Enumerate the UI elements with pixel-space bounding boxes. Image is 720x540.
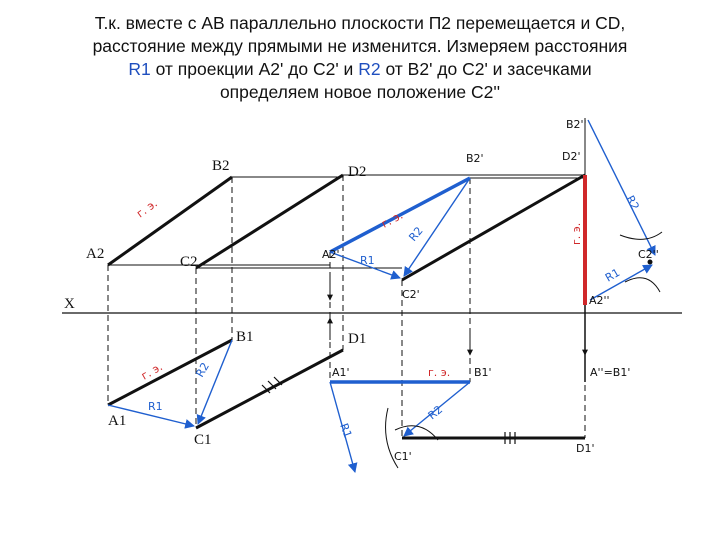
label-c2p: C2': [402, 288, 420, 301]
label-a2pp: A2'': [589, 294, 610, 307]
caption-line-1: Т.к. вместе с АВ параллельно плоскости П2 перемещается и CD,: [94, 13, 626, 33]
caption-line-3a: от проекции А2' до С2' и: [155, 59, 359, 79]
line-a2-b2: [108, 177, 232, 265]
label-c1: C1: [194, 432, 212, 448]
label-b2p: B2': [466, 152, 484, 165]
label-d2: D2: [348, 164, 367, 180]
label-d1p: D1': [576, 442, 595, 455]
label-a1: A1: [108, 413, 127, 429]
caption-r1: R1: [128, 59, 151, 79]
label-a2pp-b1: A''=B1': [590, 366, 631, 379]
label-r1-top: R1: [148, 400, 163, 413]
label-ge-front2: г. э.: [379, 208, 406, 231]
line-c2-d2: [196, 175, 343, 268]
line-c1-d1: [196, 350, 343, 428]
caption-line-4: определяем новое положение С2'': [219, 82, 501, 102]
label-a1p: A1': [332, 366, 350, 379]
label-ge-top: г. э.: [139, 360, 165, 383]
caption-line-2: расстояние между прямыми не изменится. Измеряем расстояния: [92, 36, 628, 56]
label-a2: A2: [86, 246, 105, 262]
caption-r2: R2: [358, 59, 381, 79]
label-ge-front: г. э.: [134, 196, 160, 221]
arc-lower: [625, 278, 660, 292]
label-b1: B1: [236, 329, 254, 345]
label-c2pp: C2'': [638, 248, 659, 261]
label-r1-lower: R1: [337, 421, 355, 440]
label-r1-front: R1: [360, 254, 375, 267]
label-ge-newtop: г. э.: [428, 366, 451, 379]
arc-upper: [620, 232, 662, 239]
caption-line-3b: от В2' до С2' и засечками: [380, 59, 592, 79]
label-d2p: D2': [562, 150, 581, 163]
label-c2: C2: [180, 254, 198, 270]
r2-measure-final: [588, 120, 655, 255]
label-r2-top: R2: [193, 360, 212, 380]
label-b1p: B1': [474, 366, 492, 379]
label-r1-final: R1: [603, 266, 623, 285]
label-a2p: A2': [322, 248, 340, 261]
label-r2-front: R2: [406, 224, 426, 244]
line-c2p-d2p: [402, 175, 585, 280]
label-b2: B2: [212, 158, 230, 174]
label-b2pp: B2'': [566, 118, 587, 131]
label-x: X: [64, 296, 75, 312]
label-d1: D1: [348, 331, 367, 347]
label-ge-vertical: г. э.: [570, 222, 583, 245]
line-a1-b1: [108, 340, 232, 405]
label-c1p: C1': [394, 450, 412, 463]
label-r2-lower: R2: [425, 402, 446, 423]
label-r2-final: R2: [623, 193, 642, 213]
